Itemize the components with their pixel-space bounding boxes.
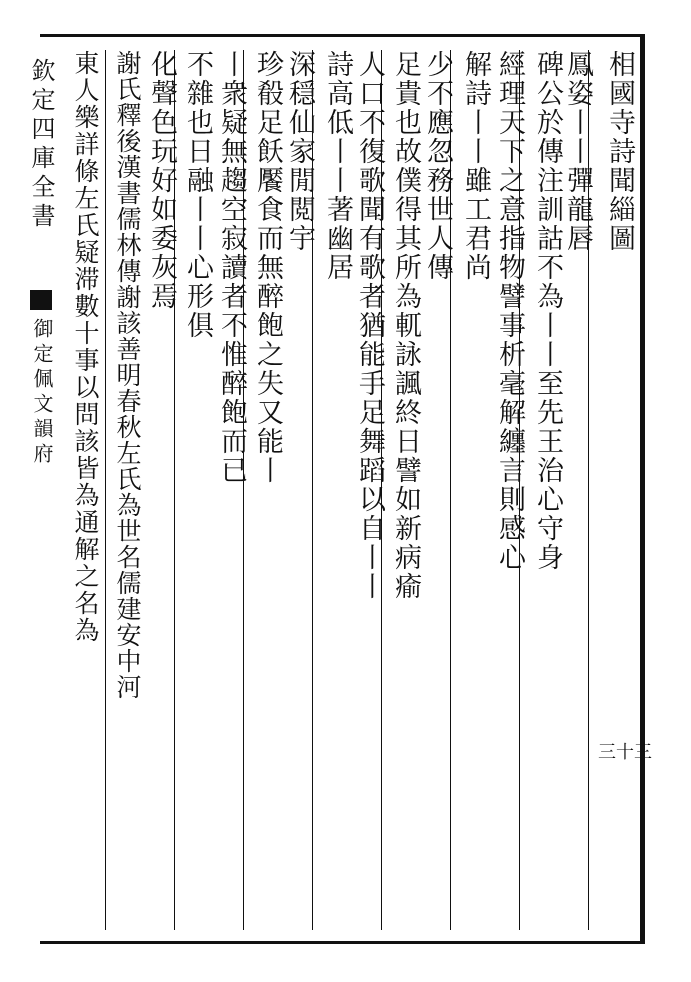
text-column: 相國寺詩聞緇圖: [604, 50, 635, 253]
text-column: 解詩丨丨雖工君尚: [460, 50, 491, 282]
text-column: 珍殽足飫饜食而無醉飽之失又能丨: [252, 50, 283, 485]
text-column: 碑公於傳注訓詁不為丨丨至先王治心守身: [532, 50, 563, 572]
text-column: 足貴也故僕得其所為軏詠諷終日譬如新病瘉: [390, 50, 421, 601]
text-column: 鳳姿丨丨彈龍唇: [562, 50, 593, 253]
text-column: 深穏仙家閒閲宇: [284, 50, 315, 253]
text-column: 謝氏釋後漢書儒林傳謝該善明春秋左氏為世名儒建安中河: [113, 50, 142, 700]
text-column: 丨衆疑無趨空寂讀者不惟醉飽而已: [216, 50, 247, 485]
text-column: 詩高低丨丨著幽居: [322, 50, 353, 282]
text-column: 不雜也日融丨丨心形俱: [182, 50, 213, 340]
column-rule: [105, 50, 106, 930]
section-tab-mark: [30, 290, 52, 310]
text-column: 經理天下之意指物譬事析毫解纏言則感心: [494, 50, 525, 572]
text-column: 化聲色玩好如委灰焉: [146, 50, 177, 311]
text-column: 人口不復歌聞有歌者猶能手足舞蹈以自丨丨: [354, 50, 385, 601]
side-subtitle: 御定佩文韻府: [30, 318, 54, 468]
side-title: 欽定四庫全書: [27, 58, 55, 232]
folio-number: 三十三: [598, 742, 652, 763]
text-column: 少不應忽務世人傳: [422, 50, 453, 282]
text-column: 東人樂詳條左氏疑滞數十事以問該皆為通解之名為: [71, 50, 100, 644]
